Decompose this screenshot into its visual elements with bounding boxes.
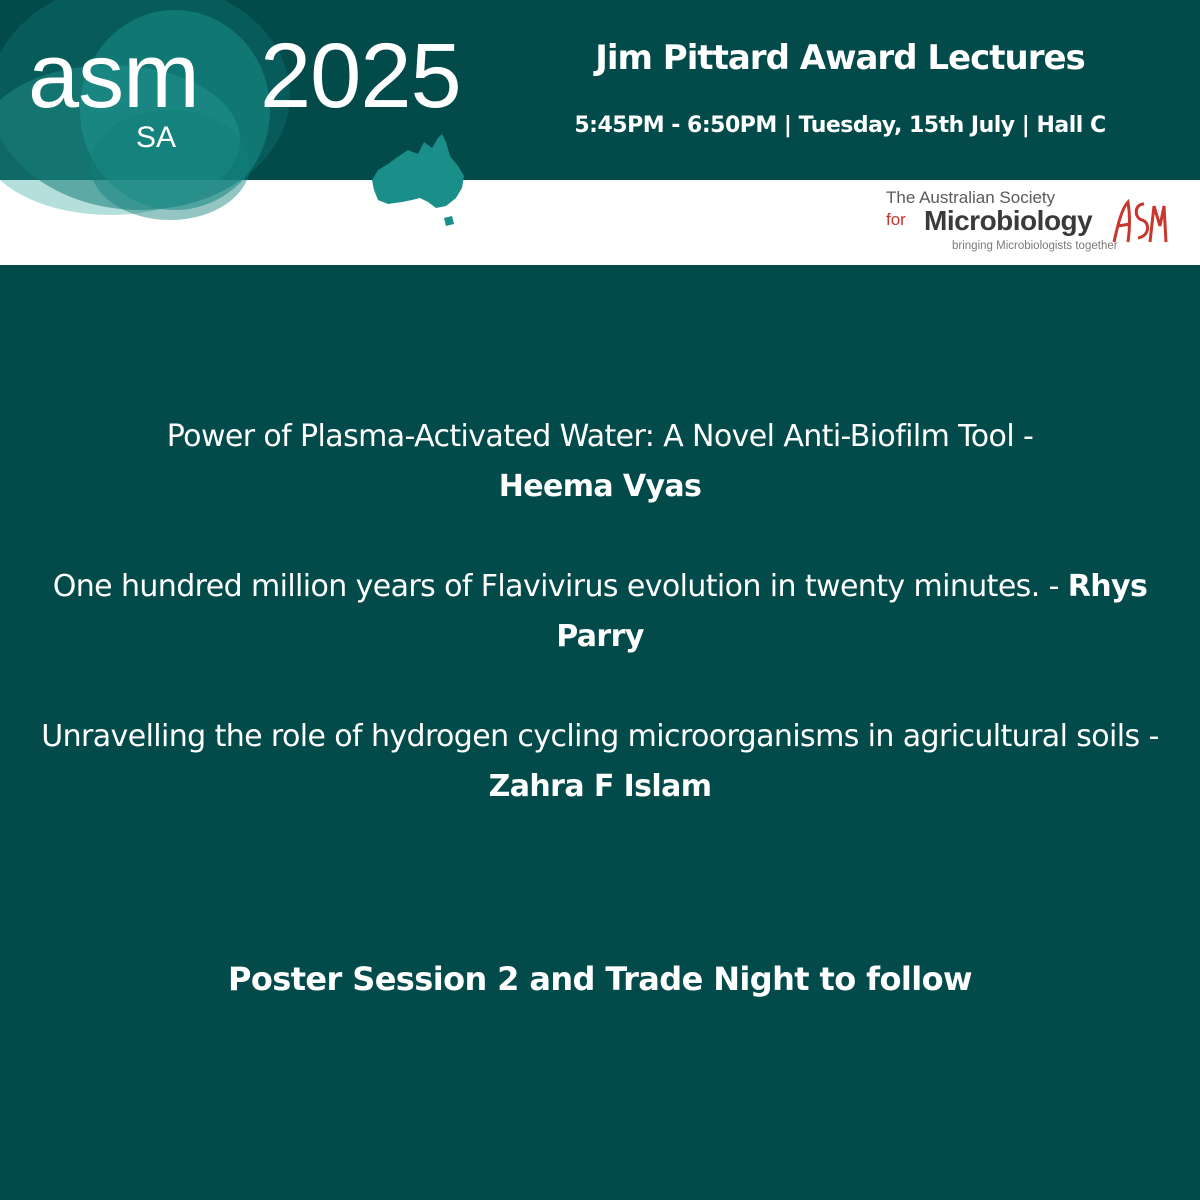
lecture-list xyxy=(40,412,1160,862)
australia-map-icon xyxy=(366,128,476,233)
society-for: for xyxy=(886,210,906,229)
lecture-title: Unravelling the role of hydrogen cycling microorganisms in agricultural soils - xyxy=(41,719,1159,754)
logo-asm-text: asm xyxy=(28,25,199,127)
lecture-item xyxy=(40,712,1160,812)
society-logo xyxy=(876,186,1176,262)
lecture-item xyxy=(40,412,1160,512)
lecture-title: One hundred million years of Flavivirus evolution in twenty minutes. - xyxy=(52,569,1059,604)
asm-script-logo-icon xyxy=(1108,194,1168,250)
society-tagline: bringing Microbiologists together xyxy=(952,240,1118,252)
logo-state-text: SA xyxy=(136,121,177,154)
session-meta: 5:45PM - 6:50PM | Tuesday, 15th July | Hall C xyxy=(574,113,1106,138)
logo-year-text: 2025 xyxy=(260,25,461,127)
society-name: Microbiology xyxy=(924,205,1093,236)
session-title: Jim Pittard Award Lectures xyxy=(595,38,1085,78)
lecture-speaker: Rhys Parry xyxy=(556,569,1148,654)
footer-note: Poster Session 2 and Trade Night to follow xyxy=(228,960,972,998)
lecture-item xyxy=(40,562,1160,662)
lecture-speaker: Zahra F Islam xyxy=(488,769,712,804)
society-line1: The Australian Society xyxy=(886,188,1056,207)
lecture-speaker: Heema Vyas xyxy=(498,469,702,504)
lecture-title: Power of Plasma-Activated Water: A Novel Anti-Biofilm Tool - xyxy=(166,419,1034,454)
